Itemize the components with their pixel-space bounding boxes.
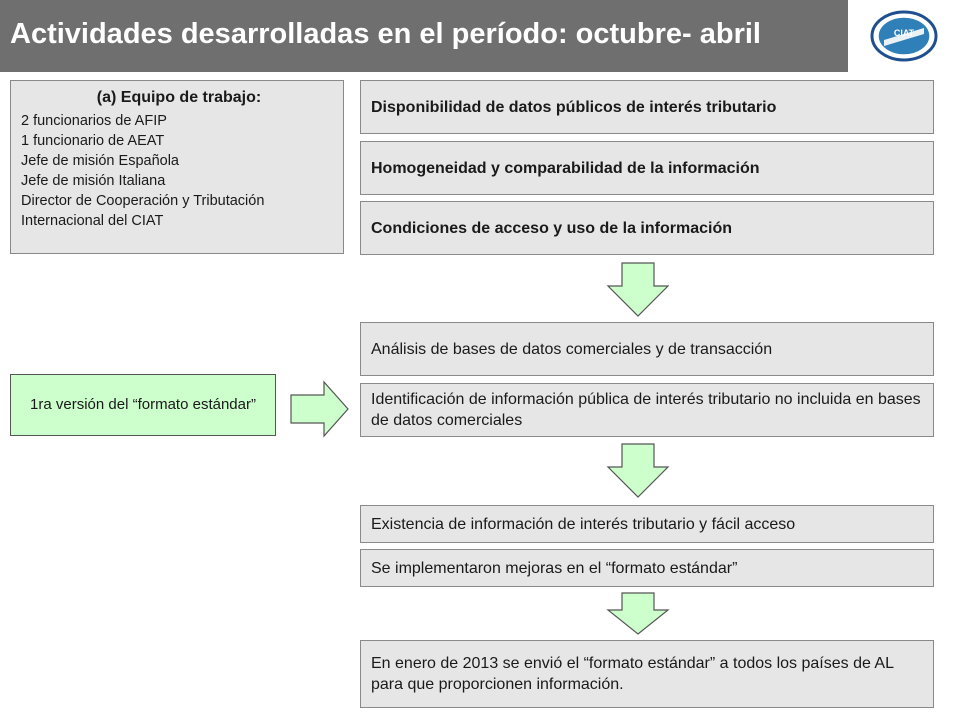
team-heading: (a) Equipo de trabajo: xyxy=(96,89,262,106)
title-bar xyxy=(0,0,848,72)
page-title: Actividades desarrolladas en el período: octubre- abril xyxy=(10,18,761,50)
team-member: Jefe de misión Italiana xyxy=(21,173,166,189)
criterion-box-access: Condiciones de acceso y uso de la información xyxy=(360,201,934,255)
team-member: Internacional del CIAT xyxy=(21,213,164,229)
analysis-box-commercial-databases: Análisis de bases de datos comerciales y de transacción xyxy=(360,322,934,376)
ciat-logo xyxy=(870,10,938,62)
team-member: 1 funcionario de AEAT xyxy=(21,133,165,149)
team-member: Jefe de misión Española xyxy=(21,153,179,169)
criterion-box-availability: Disponibilidad de datos públicos de interés tributario xyxy=(360,80,934,134)
right-arrow-icon xyxy=(290,380,350,438)
result-box-improvements: Se implementaron mejoras en el “formato estándar” xyxy=(360,549,934,587)
down-arrow-icon xyxy=(606,443,670,499)
first-version-box: 1ra versión del “formato estándar” xyxy=(10,374,276,436)
down-arrow-icon xyxy=(606,262,670,318)
down-arrow-icon xyxy=(606,592,670,636)
criterion-box-homogeneity: Homogeneidad y comparabilidad de la información xyxy=(360,141,934,195)
team-member: Director de Cooperación y Tributación xyxy=(21,193,265,209)
analysis-box-public-information: Identificación de información pública de interés tributario no incluida en bases de datos comerciales xyxy=(360,383,934,437)
team-box xyxy=(10,80,344,254)
team-list xyxy=(21,111,337,231)
result-box-existence: Existencia de información de interés tributario y fácil acceso xyxy=(360,505,934,543)
team-member: 2 funcionarios de AFIP xyxy=(21,113,167,129)
logo-text: CIAT xyxy=(893,28,915,38)
final-box-sent-format: En enero de 2013 se envió el “formato estándar” a todos los países de AL para que proporcionen información. xyxy=(360,640,934,708)
